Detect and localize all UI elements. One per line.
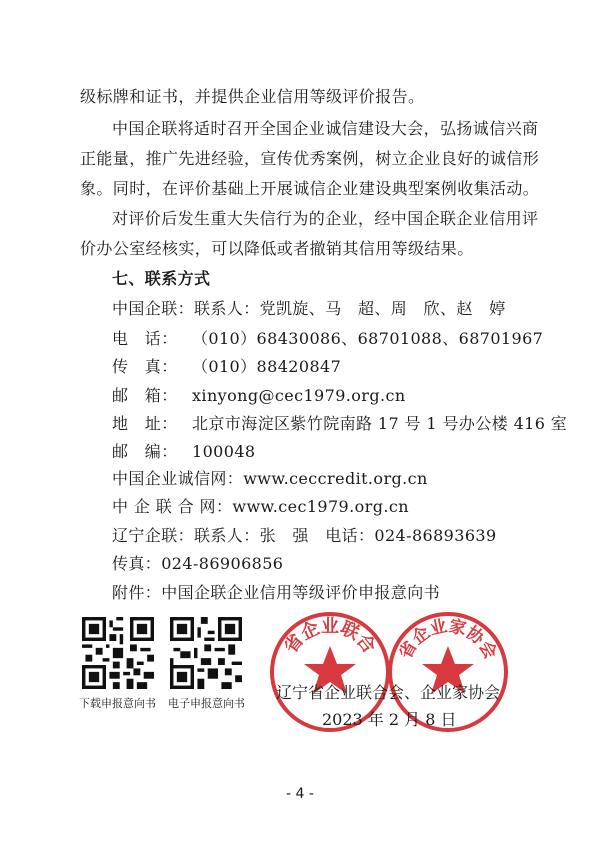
download-qr-code: [82, 617, 154, 689]
phone-value: （010）68430086、68701088、68701967: [192, 329, 544, 348]
credit-site-label: 中国企业诚信网：: [112, 469, 244, 488]
fax-label: 传 真：: [112, 357, 178, 376]
phone-row: [112, 328, 543, 350]
phone-label: 电 话：: [112, 329, 178, 348]
email-row: [112, 385, 406, 407]
cec-site-value: www.cec1979.org.cn: [232, 497, 409, 516]
paragraph-2-line-2: 正能量，推广先进经验，宣传优秀案例，树立企业良好的诚信形: [80, 149, 540, 168]
postcode-label: 邮 编：: [112, 442, 178, 461]
postcode-row: [112, 441, 255, 463]
cec-contact-people: 中国企联：联系人：党凯旋、马 超、周 欣、赵 婷: [112, 299, 506, 318]
page-number: - 4 -: [286, 786, 314, 802]
paragraph-1-line-1: 级标牌和证书，并提供企业信用等级评价报告。: [80, 87, 425, 106]
address-value: 北京市海淀区紫竹院南路 17 号 1 号办公楼 416 室: [192, 414, 568, 433]
paragraph-3-line-1: 对评价后发生重大失信行为的企业，经中国企联企业信用评: [112, 209, 539, 228]
email-value: xinyong@cec1979.org.cn: [192, 386, 406, 405]
cec-site-row: [112, 496, 409, 518]
online-qr-code: [170, 617, 242, 689]
issuer-name: 辽宁省企业联合会、企业家协会: [276, 683, 501, 702]
issue-date: 2023 年 2 月 8 日: [322, 710, 457, 729]
postcode-value: 100048: [192, 442, 256, 461]
paragraph-3-line-2: 价办公室经核实，可以降低或者撤销其信用等级结果。: [80, 239, 474, 258]
credit-site-value: www.ceccredit.org.cn: [243, 469, 428, 488]
fax-value: （010）88420847: [192, 357, 342, 376]
liaoning-contact-line: 辽宁企联：联系人：张 强 电话：024-86893639: [112, 526, 497, 545]
address-row: [112, 413, 567, 435]
section-heading: 七、联系方式: [112, 269, 211, 288]
address-label: 地 址：: [112, 414, 178, 433]
liaoning-fax: 传真：024-86906856: [112, 554, 284, 573]
download-qr-caption: 下载申报意向书: [79, 697, 156, 710]
attachment-line: 附件：中国企联企业信用等级评价申报意向书: [112, 583, 441, 602]
online-qr-caption: 电子申报意向书: [168, 697, 245, 710]
credit-site-row: [112, 468, 428, 490]
paragraph-2-line-3: 象。同时，在评价基础上开展诚信企业建设典型案例收集活动。: [80, 179, 540, 198]
paragraph-2-line-1: 中国企联将适时召开全国企业诚信建设大会，弘扬诚信兴商: [112, 119, 539, 138]
cec-site-label: 中 企 联 合 网：: [112, 497, 233, 516]
email-label: 邮 箱：: [112, 386, 178, 405]
right-seal-text: 省企业家协会: [395, 616, 501, 663]
left-seal-text: 省企业联合: [280, 616, 380, 658]
fax-row: [112, 356, 341, 378]
